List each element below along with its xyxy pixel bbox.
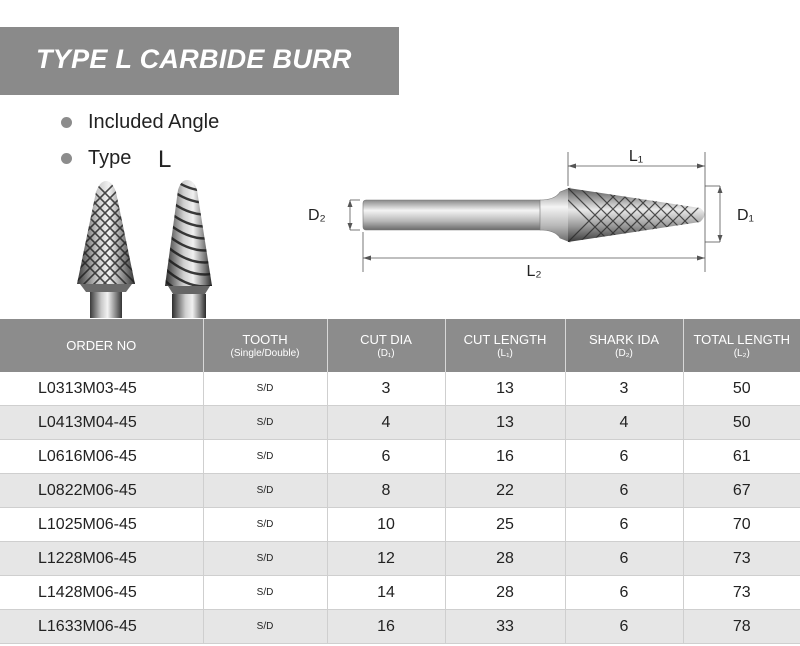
table-cell-cut-length: 33 bbox=[445, 610, 565, 644]
table-cell-order-no: L0413M04-45 bbox=[0, 406, 203, 440]
table-cell-tooth: S/D bbox=[203, 610, 327, 644]
table-cell-cut-dia: 8 bbox=[327, 474, 445, 508]
table-cell-tooth: S/D bbox=[203, 406, 327, 440]
bullet-dot-icon bbox=[61, 117, 72, 128]
column-header-sublabel: (D₂) bbox=[615, 347, 633, 359]
column-header-tooth bbox=[203, 319, 327, 372]
table-cell-cut-dia: 12 bbox=[327, 542, 445, 576]
table-cell-tooth: S/D bbox=[203, 474, 327, 508]
l2-dimension-label: L₂ bbox=[526, 263, 542, 280]
table-cell-cut-dia: 14 bbox=[327, 576, 445, 610]
column-header-sublabel: (L₁) bbox=[497, 347, 513, 359]
table-cell-shank-dia: 6 bbox=[565, 440, 683, 474]
table-cell-cut-length: 25 bbox=[445, 508, 565, 542]
included-angle-label: Included Angle bbox=[88, 111, 220, 133]
table-cell-shank-dia: 6 bbox=[565, 576, 683, 610]
burr-dimension-diagram bbox=[300, 140, 760, 280]
type-value: L bbox=[158, 146, 172, 173]
table-cell-cut-length: 13 bbox=[445, 406, 565, 440]
column-header-label: TOOTH bbox=[242, 331, 288, 347]
column-header-label: CUT DIA bbox=[360, 331, 412, 347]
l1-dimension-label: L₁ bbox=[628, 148, 644, 165]
table-cell-cut-length: 28 bbox=[445, 576, 565, 610]
table-row bbox=[0, 542, 800, 576]
type-label: Type bbox=[88, 147, 132, 169]
table-cell-cut-dia: 10 bbox=[327, 508, 445, 542]
burr-photo-single-cut bbox=[160, 178, 220, 318]
table-cell-order-no: L0616M06-45 bbox=[0, 440, 203, 474]
table-cell-cut-length: 16 bbox=[445, 440, 565, 474]
table-body bbox=[0, 372, 800, 644]
table-cell-shank-dia: 3 bbox=[565, 372, 683, 406]
table-cell-order-no: L1428M06-45 bbox=[0, 576, 203, 610]
table-cell-total-length: 67 bbox=[683, 474, 800, 508]
table-row bbox=[0, 372, 800, 406]
column-header-cut-dia bbox=[327, 319, 445, 372]
table-cell-total-length: 70 bbox=[683, 508, 800, 542]
column-header-order-no bbox=[0, 319, 203, 372]
d2-dimension-label: D₂ bbox=[308, 207, 326, 224]
column-header-label: ORDER NO bbox=[66, 338, 137, 353]
table-cell-order-no: L0313M03-45 bbox=[0, 372, 203, 406]
column-header-cut-length bbox=[445, 319, 565, 372]
table-cell-total-length: 78 bbox=[683, 610, 800, 644]
column-header-label: SHARK IDA bbox=[588, 331, 660, 347]
table-cell-cut-length: 13 bbox=[445, 372, 565, 406]
spec-table bbox=[0, 319, 800, 644]
table-cell-shank-dia: 4 bbox=[565, 406, 683, 440]
bullet-dot-icon bbox=[61, 153, 72, 164]
table-cell-shank-dia: 6 bbox=[565, 610, 683, 644]
table-cell-order-no: L1633M06-45 bbox=[0, 610, 203, 644]
table-row bbox=[0, 508, 800, 542]
table-cell-tooth: S/D bbox=[203, 440, 327, 474]
table-cell-total-length: 73 bbox=[683, 542, 800, 576]
column-header-sublabel: (Single/Double) bbox=[230, 347, 300, 359]
table-cell-cut-dia: 4 bbox=[327, 406, 445, 440]
table-cell-total-length: 61 bbox=[683, 440, 800, 474]
column-header-sublabel: (L₂) bbox=[733, 347, 750, 359]
table-cell-tooth: S/D bbox=[203, 576, 327, 610]
table-cell-order-no: L1025M06-45 bbox=[0, 508, 203, 542]
column-header-label: TOTAL LENGTH bbox=[693, 331, 791, 347]
column-header-shank-dia bbox=[565, 319, 683, 372]
table-cell-shank-dia: 6 bbox=[565, 474, 683, 508]
table-cell-total-length: 73 bbox=[683, 576, 800, 610]
table-cell-cut-length: 28 bbox=[445, 542, 565, 576]
table-cell-order-no: L1228M06-45 bbox=[0, 542, 203, 576]
table-cell-total-length: 50 bbox=[683, 406, 800, 440]
table-row bbox=[0, 406, 800, 440]
table-cell-order-no: L0822M06-45 bbox=[0, 474, 203, 508]
table-cell-tooth: S/D bbox=[203, 542, 327, 576]
title-bar bbox=[0, 27, 399, 95]
table-cell-cut-dia: 3 bbox=[327, 372, 445, 406]
column-header-sublabel: (D₁) bbox=[377, 347, 395, 359]
table-row bbox=[0, 576, 800, 610]
column-header-label: CUT LENGTH bbox=[463, 331, 547, 347]
page-title: TYPE L CARBIDE BURR bbox=[36, 44, 352, 74]
table-row bbox=[0, 440, 800, 474]
table-header-row bbox=[0, 319, 800, 372]
table-row bbox=[0, 474, 800, 508]
table-row bbox=[0, 610, 800, 644]
table-cell-cut-dia: 6 bbox=[327, 440, 445, 474]
table-cell-tooth: S/D bbox=[203, 372, 327, 406]
table-cell-cut-dia: 16 bbox=[327, 610, 445, 644]
column-header-total-length bbox=[683, 319, 800, 372]
d1-dimension-label: D₁ bbox=[737, 207, 754, 224]
table-cell-tooth: S/D bbox=[203, 508, 327, 542]
burr-photo-double-cut bbox=[70, 178, 142, 318]
table-cell-cut-length: 22 bbox=[445, 474, 565, 508]
table-cell-total-length: 50 bbox=[683, 372, 800, 406]
table-cell-shank-dia: 6 bbox=[565, 508, 683, 542]
table-cell-shank-dia: 6 bbox=[565, 542, 683, 576]
